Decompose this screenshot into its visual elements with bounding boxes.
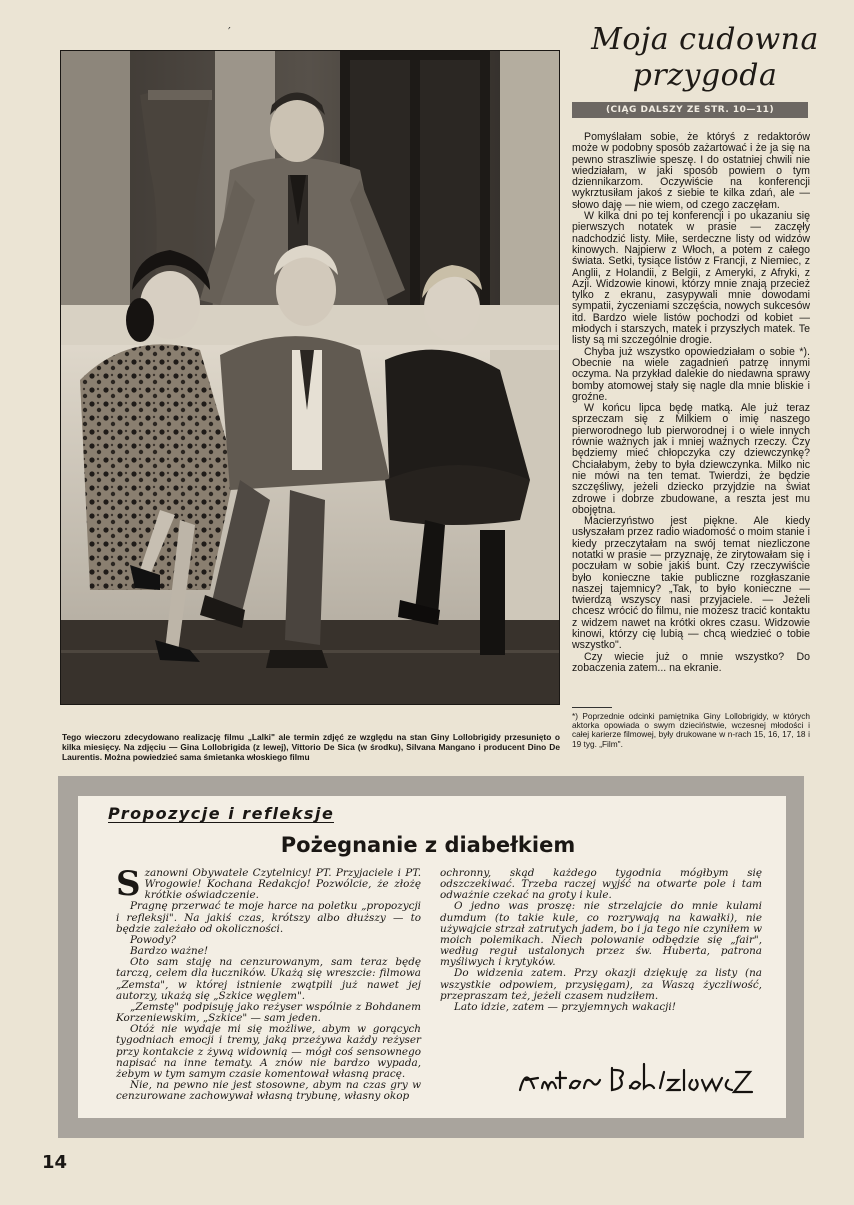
- article-paragraph: Macierzyństwo jest piękne. Ale kiedy usłyszałam przez radio wiadomość o moim stanie i kiedy przeczytałam na swój temat niezliczone notatki w prasie — przyznaję, że zirytowałam się i poczułam w sobie jakiś bunt. Czy rzeczywiście było konieczne takie publiczne rozgłaszanie naszej tajemnicy? „Tak, to było konieczne — twierdzą wszyscy nasi przyjaciele. — Jeżeli chcesz wrócić do filmu, nie możesz tracić kontaktu z widzem nawet na krótki okres czasu. Widzowie kinowi, którzy cię lubią — chcą wiedzieć o tobie wszystko".: [572, 515, 810, 652]
- article-title-line-2: przygoda: [632, 58, 778, 93]
- article-title: [570, 22, 840, 94]
- drop-cap: S: [116, 864, 141, 904]
- column-paragraph: ochronny, skąd każdego tygodnia mógłbym się odszczekiwać. Trzeba raczej wyjść na otwarte pole i tam odważnie czekać na groty i kule.: [440, 867, 762, 902]
- column-text-left: [116, 864, 421, 1103]
- article-title-line-1: Moja cudowna: [591, 22, 819, 57]
- footnote: *) Poprzednie odcinki pamiętnika Giny Lollobrigidy, w których aktorka opowiada o swym dzieciństwie, wczesnej młodości i całej karierze filmowej, były drukowane w n-rach 15, 16, 17, 18 i 19 tyg. „Film".: [572, 711, 810, 749]
- column-kicker: Propozycje i refleksje: [108, 804, 335, 823]
- column-paragraph: Otóż nie wydaje mi się możliwe, abym w gorących tygodniach emocji i tremy, jaką przeżywa każdy reżyser przy kontakcie z żywą widownią — mógł coś sensownego napisać na inne tematy. A znów nie bardzo wypada, żebym w tym samym czasie komentował własną pracę.: [116, 1023, 421, 1080]
- photograph: [60, 50, 560, 705]
- photo-caption: Tego wieczoru zdecydowano realizację filmu „Lalki" ale termin zdjęć ze względu na stan Giny Lollobrigidy przesunięto o kilka miesięcy. Na zdjęciu — Gina Lollobrigida (z lewej), Vittorio De Sica (w środku), Silvana Mangano i producent Dino De Laurentis. Można powiedzieć sama śmietanka włoskiego filmu: [62, 732, 560, 762]
- photo-illustration: [60, 50, 560, 705]
- article-paragraph: W kilka dni po tej konferencji i po ukazaniu się pierwszych notatek w prasie — zaczęły nadchodzić listy. Miłe, serdeczne listy od widzów kinowych. Najpierw z Włoch, a potem z całego świata. Setki, tysiące listów z Francji, z Niemiec, z Anglii, z Holandii, z Belgii, z Ameryki, z Afryki, z Azji. Widzowie kinowi, którzy mnie znają przecież tylko z ekranu, zasypywali mnie dowodami sympatii, życzeniami szczęścia, nowych sukcesów itd. Bardzo wiele listów pochodzi od kobiet — młodych i starszych, matek i przyszłych matek. Te listy są mi szczególnie drogie.: [572, 210, 810, 347]
- footnote-rule: [572, 707, 612, 708]
- column-paragraph: Nie, na pewno nie jest stosowne, abym na czas gry w cenzurowane zachowywał własną trybunę, własny okop: [116, 1078, 421, 1103]
- column-paragraph: Powody?: [130, 933, 177, 946]
- column-text-right: [440, 868, 762, 1013]
- article-body: [572, 132, 810, 674]
- column-title: Pożegnanie z diabełkiem: [280, 833, 576, 857]
- signature-icon: [516, 1058, 756, 1098]
- article-paragraph: Chyba już wszystko opowiedziałam o sobie *). Obecnie na wiele zagadnień patrzę innymi oczyma. Na przykład dalekie do niedawna sprawy bomby atomowej stały się nagle dla mnie bliskie i groźne.: [572, 345, 810, 403]
- article-paragraph: W końcu lipca będę matką. Ale już teraz sprzeczam się z Milkiem o imię naszego pierworodnego lub pierworodnej i o wiele innych równie ważnych jak i mniej ważnych rzeczy. Czy będziemy mieć chłopczyka czy dziewczynkę? Chciałabym, żeby to była dziewczynka. Milko nic nie mówi na ten temat. Twierdzi, że będzie szczęśliwy, jeżeli dziecko przyjdzie na świat zdrowe i dobrze zbudowane, a reszta jest mu obojętna.: [572, 402, 810, 516]
- column-paragraph: zanowni Obywatele Czytelnicy! PT. Przyjaciele i PT. Wrogowie! Kochana Redakcjo! Pozwólcie, że złożę krótkie oświadczenie.: [144, 867, 421, 902]
- column-paragraph: O jedno was proszę: nie strzelajcie do mnie kulami dumdum (to takie kule, co rozrywają na kawałki), nie używajcie strzał zatrutych jadem, bo i ja tego nie czyniłem w moich polemikach. Niech polowanie odbędzie się „fair", według reguł ustalonych przez św. Huberta, patrona myśliwych i krytyków.: [440, 900, 762, 969]
- column-paragraph: Lato idzie, zatem — przyjemnych wakacji!: [454, 1000, 676, 1013]
- column-paragraph: Pragnę przerwać te moje harce na poletku „propozycji i refleksji". Na jakiś czas, krótszy albo dłuższy — to będzie zależało od okoliczności.: [116, 900, 421, 935]
- print-speck: ′: [228, 25, 231, 39]
- column-paragraph: Bardzo ważne!: [130, 945, 209, 958]
- page-number: 14: [42, 1152, 68, 1173]
- continuation-banner: (CIĄG DALSZY ZE STR. 10—11): [572, 102, 808, 118]
- handwritten-signature: [516, 1058, 756, 1098]
- article-paragraph: Czy wiecie już o mnie wszystko? Do zobaczenia zatem... na ekranie.: [572, 650, 810, 674]
- article-paragraph: Pomyślałam sobie, że któryś z redaktorów może w podobny sposób zażartować i że ja się na pewno straszliwie speszę. I do ostatniej chwili nie wiedziałam, w jaki sposób powiem o tym dziennikarzom. Oczywiście na konferencji wykrztusiłam jakoś z siebie te kilka zdań, ale — słowo daję — nie wiem, od czego zaczęłam.: [572, 131, 810, 211]
- column-paragraph: Oto sam staję na cenzurowanym, sam teraz będę tarczą, celem dla łuczników. Ukażą się wreszcie: filmowa „Zemsta", w której istnienie zwątpili już nawet jej autorzy, ukażą się „Szkice węglem".: [116, 956, 421, 1002]
- column-paragraph: Do widzenia zatem. Przy okazji dziękuję za listy (na wszystkie odpowiem, przysięgam), za Waszą życzliwość, przepraszam też, jeżeli czasem nudziłem.: [440, 967, 762, 1002]
- column-paragraph: „Zemstę" podpisuję jako reżyser wspólnie z Bohdanem Korzeniewskim, „Szkice" — sam jeden.: [116, 1000, 421, 1025]
